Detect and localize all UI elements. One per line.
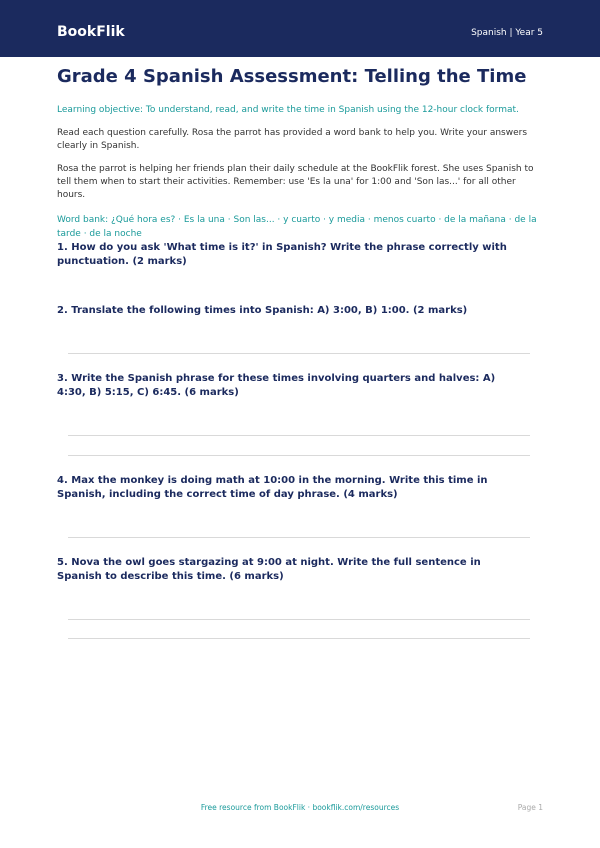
question-3: 3. Write the Spanish phrase for these times involving quarters and halves: A) 4:30, B) 5:15, C) 6:45. (6 marks): [57, 373, 496, 398]
page-header: [0, 0, 600, 57]
question-5: 5. Nova the owl goes stargazing at 9:00 at night. Write the full sentence in Spanish to describe this time. (6 marks): [57, 557, 481, 582]
question-1: 1. How do you ask 'What time is it?' in Spanish? Write the phrase correctly with punctuation. (2 marks): [57, 242, 507, 267]
brand-logo: BookFlik: [57, 24, 125, 40]
answer-line[interactable]: [68, 353, 530, 354]
page-title: Grade 4 Spanish Assessment: Telling the Time: [57, 66, 527, 87]
answer-line[interactable]: [68, 537, 530, 538]
answer-line[interactable]: [68, 455, 530, 456]
story-intro: Rosa the parrot is helping her friends plan their daily schedule at the BookFlik forest. She uses Spanish to tell them when to start their activities. Remember: use 'Es la una' for 1:00 and 'Son las...' for all other hours.: [57, 164, 534, 200]
answer-line[interactable]: [68, 619, 530, 620]
answer-line[interactable]: [68, 638, 530, 639]
instructions: Read each question carefully. Rosa the parrot has provided a word bank to help you. Write your answers clearly in Spanish.: [57, 128, 528, 151]
word-bank: Word bank: ¿Qué hora es? · Es la una · Son las... · y cuarto · y media · menos cuarto · de la mañana · de la tarde · de la noche: [57, 215, 537, 239]
question-4: 4. Max the monkey is doing math at 10:00 in the morning. Write this time in Spanish, including the correct time of day phrase. (4 marks): [57, 475, 488, 500]
page-number: Page 1: [517, 803, 543, 812]
answer-line[interactable]: [68, 435, 530, 436]
subject-year-label: Spanish | Year 5: [471, 28, 543, 38]
footer-resource-link[interactable]: Free resource from BookFlik · bookflik.com/resources: [200, 803, 400, 812]
learning-objective: Learning objective: To understand, read, and write the time in Spanish using the 12-hour clock format.: [57, 105, 519, 115]
question-2: 2. Translate the following times into Spanish: A) 3:00, B) 1:00. (2 marks): [57, 305, 468, 316]
intro-section: [57, 66, 543, 241]
